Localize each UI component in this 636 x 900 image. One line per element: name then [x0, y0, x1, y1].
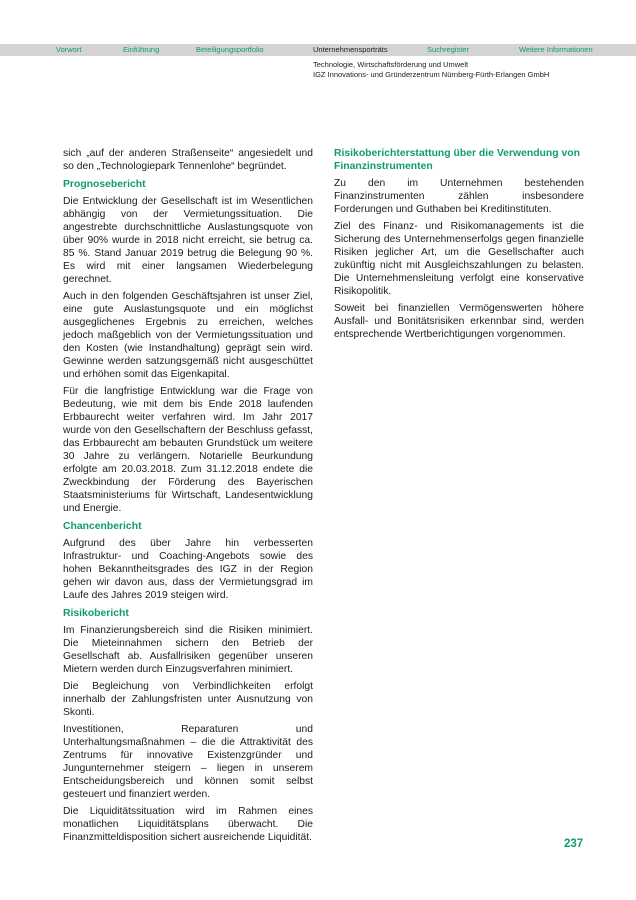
body-paragraph: Die Liquiditätssituation wird im Rahmen eines monatlichen Liquiditätsplans überwacht. Die Finanzmitteldisposition sichert ausreichende Liquidität. [63, 806, 313, 843]
chapter-nav-bar [0, 44, 636, 56]
nav-item-einfuehrung[interactable]: Einführung [123, 45, 160, 54]
body-paragraph: Investitionen, Reparaturen und Unterhaltungsmaßnahmen – die die Attraktivität des Zentrums für innovative Existenzgründer und Jungunternehmer steigern – liegen in unserem Entscheidungsbereich und können somit selbst gesteuert und finanziert werden. [63, 724, 313, 800]
breadcrumb [313, 60, 549, 79]
left-text-column [63, 147, 313, 848]
body-paragraph: Die Entwicklung der Gesellschaft ist im Wesentlichen abhängig von der Vermietungssituation. Die angestrebte durchschnittliche Auslastungsquote von über 90% wurde in 2018 nicht erreicht, sie betrug ca. 85 %. Stand Januar 2019 betrug die Belegung 90 %. Es wird mit einer langsamen Wiederbelegung gerechnet. [63, 196, 313, 285]
section-heading: Chancenbericht [63, 521, 142, 532]
section-heading: Prognosebericht [63, 179, 146, 190]
body-paragraph: Aufgrund des über Jahre hin verbesserten Infrastruktur- und Coaching-Angebots sowie des hohen Bekanntheitsgrades des IGZ in der Region gehen wir davon aus, dass der Vermietungsgrad im Laufe des Jahres 2019 steigen wird. [63, 538, 313, 601]
body-paragraph: Soweit bei finanziellen Vermögenswerten höhere Ausfall- und Bonitätsrisiken erkennbar sind, werden entsprechende Wertberichtigungen vorgenommen. [334, 303, 584, 340]
nav-item-suchregister[interactable]: Suchregister [427, 45, 470, 54]
nav-item-unternehmensportraets[interactable]: Unternehmensporträts [313, 45, 388, 54]
page-number: 237 [564, 838, 584, 850]
nav-item-vorwort[interactable]: Vorwort [56, 45, 82, 54]
right-text-column [334, 147, 584, 345]
nav-item-weitere-informationen[interactable]: Weitere Informationen [519, 45, 593, 54]
body-paragraph: Die Begleichung von Verbindlichkeiten erfolgt innerhalb der Zahlungsfristen unter Ausnutzung von Skonti. [63, 681, 313, 718]
breadcrumb-category: Technologie, Wirtschaftsförderung und Umwelt [313, 60, 469, 69]
body-paragraph: sich „auf der anderen Straßenseite“ angesiedelt und so den „Technologiepark Tennenlohe“ begründet. [63, 148, 313, 172]
body-paragraph: Ziel des Finanz- und Risikomanagements ist die Sicherung des Unternehmenserfolgs gegen finanzielle Risiken jeglicher Art, um die Gesellschafter auch zukünftig nicht mit Ausgleichszahlungen zu belasten. Die Unternehmensleitung verfolgt eine konservative Risikopolitik. [334, 221, 584, 297]
body-paragraph: Zu den im Unternehmen bestehenden Finanzinstrumenten zählen insbesondere Forderungen und Guthaben bei Kreditinstituten. [334, 178, 584, 215]
nav-item-beteiligungsportfolio[interactable]: Beteiligungsportfolio [196, 45, 264, 54]
section-heading: Risikobericht [63, 608, 129, 619]
breadcrumb-company: IGZ Innovations- und Gründerzentrum Nürnberg-Fürth-Erlangen GmbH [313, 69, 550, 79]
body-paragraph: Im Finanzierungsbereich sind die Risiken minimiert. Die Mieteinnahmen sichern den Betrieb der Gesellschaft ab. Ausfallrisiken gegenüber unseren Mietern werden durch Einzugsverfahren minimiert. [63, 625, 313, 675]
section-heading: Risikoberichterstattung über die Verwendung von Finanzinstrumenten [334, 148, 580, 172]
body-paragraph: Auch in den folgenden Geschäftsjahren ist unser Ziel, eine gute Auslastungsquote und ein möglichst ausgeglichenes Ergebnis zu erreichen, welches jedoch maßgeblich von der Vermietungssituation und den Kosten (wie Instandhaltung) geprägt sein wird. Gewinne werden satzungsgemäß nicht ausgeschüttet und erhöhen somit das Eigenkapital. [63, 291, 313, 380]
body-paragraph: Für die langfristige Entwicklung war die Frage von Bedeutung, wie mit dem bis Ende 2018 laufenden Erbbaurecht weiter verfahren wird. Im Jahr 2017 wurde von den Gesellschaftern der Beschluss gefasst, das Erbbaurecht am bebauten Grundstück um weitere 30 Jahre zu verlängern. Notarielle Beurkundung erfolgte am 20.03.2018. Zum 31.12.2018 endete die Zweckbindung der Förderung des Bayerischen Staatsministeriums für Wirtschaft, Landesentwicklung und Energie. [63, 386, 313, 514]
